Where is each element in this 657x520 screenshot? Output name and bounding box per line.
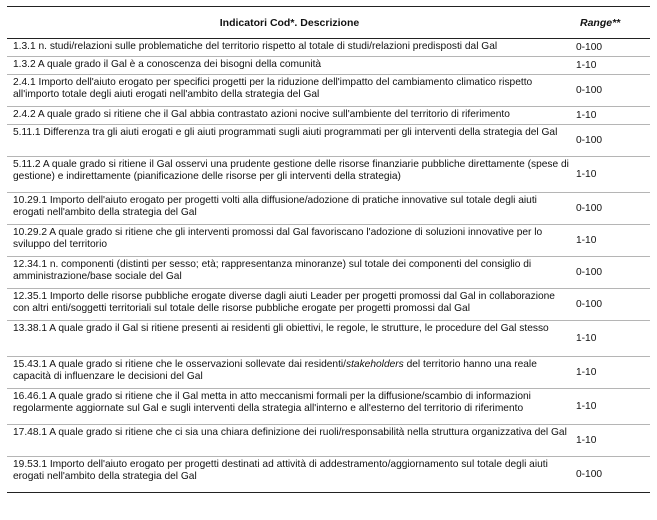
row-range: 0-100 (572, 125, 650, 157)
table-row (7, 357, 650, 389)
table-row (7, 389, 650, 425)
row-range: 1-10 (572, 389, 650, 425)
row-description: 16.46.1 A quale grado si ritiene che il Gal metta in atto meccanismi formali per la diffusione/scambio di informazioni regolarmente aggiornate sul Gal e sugli interventi della strategia all'interno e all'esterno del territorio di riferimento (7, 389, 572, 425)
row-range: 0-100 (572, 193, 650, 225)
table-row (7, 193, 650, 225)
table-row (7, 225, 650, 257)
table-row (7, 157, 650, 193)
row-range: 1-10 (572, 157, 650, 193)
table-row (7, 125, 650, 157)
table-row (7, 57, 650, 75)
header-description: Indicatori Cod*. Descrizione (7, 7, 572, 39)
table-row (7, 321, 650, 357)
row-range: 1-10 (572, 225, 650, 257)
row-range: 0-100 (572, 257, 650, 289)
row-description: 12.35.1 Importo delle risorse pubbliche erogate diverse dagli aiuti Leader per progetti promossi dal Gal in collaborazione con altri enti/soggetti territoriali sul totale delle risorse pubbliche erogate per progetti promossi dal Gal (7, 289, 572, 321)
row-description: 10.29.2 A quale grado si ritiene che gli interventi promossi dal Gal favoriscano l'adozione di soluzioni innovative per lo sviluppo del territorio (7, 225, 572, 257)
row-range: 1-10 (572, 357, 650, 389)
row-description: 19.53.1 Importo dell'aiuto erogato per progetti destinati ad attività di addestramento/aggiornamento sul totale degli aiuti erogati nell'ambito della strategia del Gal (7, 457, 572, 493)
table-row (7, 39, 650, 57)
table-row (7, 289, 650, 321)
indicators-table (7, 6, 650, 493)
row-range: 1-10 (572, 57, 650, 75)
row-description: 1.3.2 A quale grado il Gal è a conoscenza dei bisogni della comunità (7, 57, 572, 75)
table-header (7, 7, 650, 39)
row-range: 0-100 (572, 39, 650, 57)
table-body (7, 39, 650, 493)
table-row (7, 107, 650, 125)
row-description-part: del territorio hanno una reale capacità di influenzare le decisioni del Gal (13, 359, 537, 382)
header-range: Range** (572, 7, 650, 39)
row-description: 12.34.1 n. componenti (distinti per sesso; età; rappresentanza minoranze) sul totale dei componenti del consiglio di amministrazione/base sociale del Gal (7, 257, 572, 289)
row-description: 5.11.1 Differenza tra gli aiuti erogati e gli aiuti programmati sugli aiuti programmati per gli interventi della strategia del Gal (7, 125, 572, 157)
row-description: 17.48.1 A quale grado si ritiene che ci sia una chiara definizione dei ruoli/responsabilità nella struttura organizzativa del Gal (7, 425, 572, 457)
row-description-emphasis: stakeholders (346, 359, 404, 370)
row-description: 10.29.1 Importo dell'aiuto erogato per progetti volti alla diffusione/adozione di pratiche innovative sul totale degli aiuti erogati nell'ambito della strategia del Gal (7, 193, 572, 225)
table-row (7, 457, 650, 493)
row-description: 2.4.2 A quale grado si ritiene che il Gal abbia contrastato azioni nocive sull'ambiente del territorio di riferimento (7, 107, 572, 125)
row-description (7, 357, 572, 389)
row-description: 5.11.2 A quale grado si ritiene il Gal osservi una prudente gestione delle risorse finanziarie pubbliche direttamente (spese di gestione) e indirettamente (pianificazione delle risorse per gli interventi della strategia) (7, 157, 572, 193)
row-description: 1.3.1 n. studi/relazioni sulle problematiche del territorio rispetto al totale di studi/relazioni predisposti dal Gal (7, 39, 572, 57)
row-range: 0-100 (572, 75, 650, 107)
row-description: 13.38.1 A quale grado il Gal si ritiene presenti ai residenti gli obiettivi, le regole, le strutture, le procedure del Gal stesso (7, 321, 572, 357)
row-range: 0-100 (572, 289, 650, 321)
row-range: 1-10 (572, 107, 650, 125)
header-row (7, 7, 650, 39)
table-row (7, 257, 650, 289)
row-range: 0-100 (572, 457, 650, 493)
row-description: 2.4.1 Importo dell'aiuto erogato per specifici progetti per la riduzione dell'impatto del cambiamento climatico rispetto all'importo totale degli aiuti erogati nell'ambito della strategia del Gal (7, 75, 572, 107)
row-range: 1-10 (572, 321, 650, 357)
table-row (7, 75, 650, 107)
table-row (7, 425, 650, 457)
row-range: 1-10 (572, 425, 650, 457)
row-description-part: 15.43.1 A quale grado si ritiene che le osservazioni sollevate dai residenti/ (13, 359, 346, 370)
